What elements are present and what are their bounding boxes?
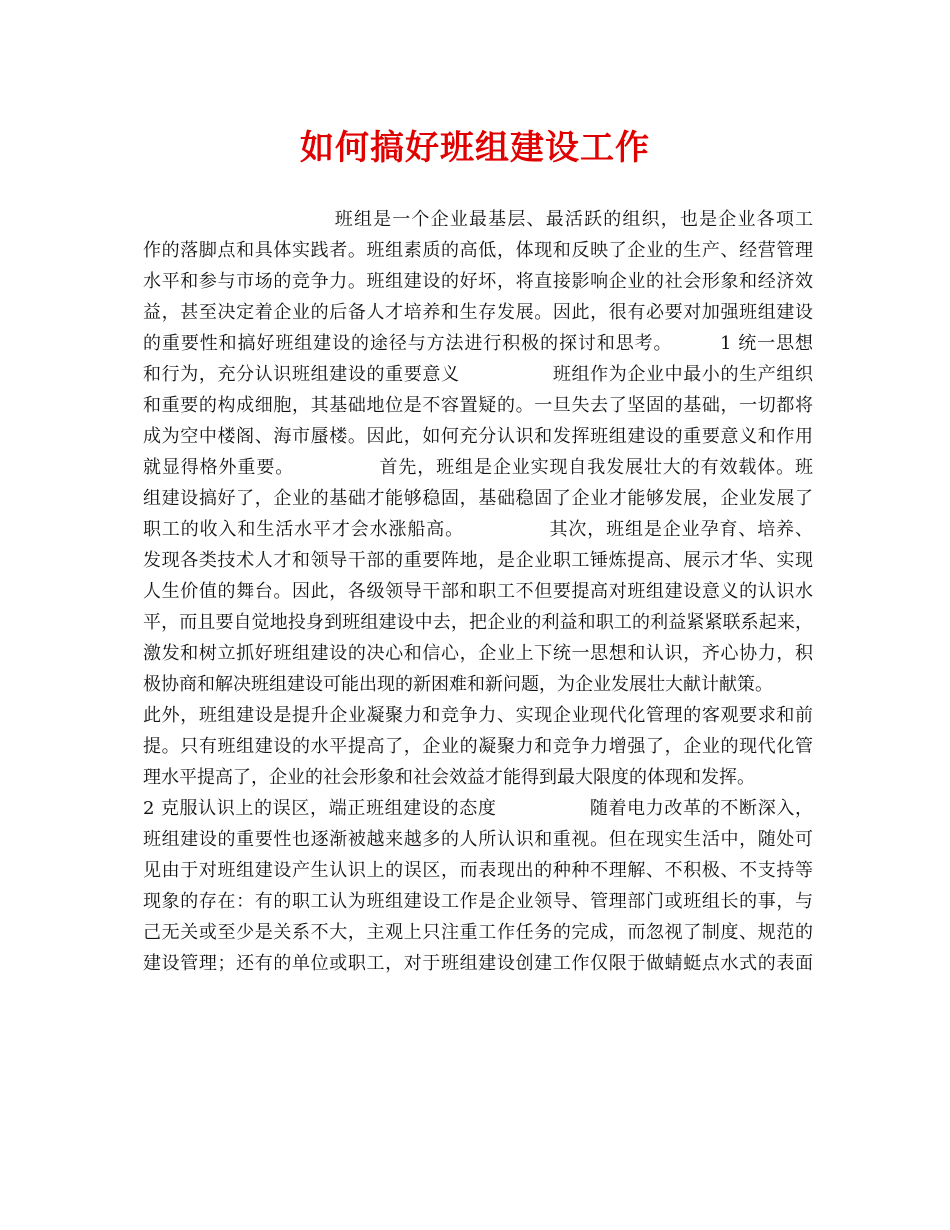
body-line: 班组是一个企业最基层、最活跃的组织，也是企业各项工 bbox=[143, 209, 813, 230]
body-line: 发现各类技术人才和领导干部的重要阵地，是企业职工锤炼提高、展示才华、实现 bbox=[143, 550, 813, 571]
document-title: 如何搞好班组建设工作 bbox=[300, 128, 650, 168]
body-line: 己无关或至少是关系不大，主观上只注重工作任务的完成，而忽视了制度、规范的 bbox=[143, 922, 813, 943]
body-line: 见由于对班组建设产生认识上的误区，而表现出的种种不理解、不积极、不支持等 bbox=[143, 860, 813, 881]
body-line: 建设管理；还有的单位或职工，对于班组建设创建工作仅限于做蜻蜓点水式的表面 bbox=[143, 953, 813, 974]
body-line: 班组建设的重要性也逐渐被越来越多的人所认识和重视。但在现实生活中，随处可 bbox=[143, 829, 813, 850]
body-line: 提。只有班组建设的水平提高了，企业的凝聚力和竞争力增强了，企业的现代化管 bbox=[143, 736, 813, 757]
body-line: 和行为，充分认识班组建设的重要意义 班组作为企业中最小的生产组织 bbox=[143, 364, 813, 385]
document-body bbox=[143, 204, 813, 979]
body-line: 益，甚至决定着企业的后备人才培养和生存发展。因此，很有必要对加强班组建设 bbox=[143, 302, 813, 323]
body-line: 2 克服认识上的误区，端正班组建设的态度 随着电力改革的不断深入， bbox=[143, 798, 813, 819]
body-line: 和重要的构成细胞，其基础地位是不容置疑的。一旦失去了坚固的基础，一切都将 bbox=[143, 395, 813, 416]
body-line: 理水平提高了，企业的社会形象和社会效益才能得到最大限度的体现和发挥。 bbox=[143, 767, 755, 788]
body-line: 平，而且要自觉地投身到班组建设中去，把企业的利益和职工的利益紧紧联系起来， bbox=[143, 612, 813, 633]
body-line: 职工的收入和生活水平才会水涨船高。 其次，班组是企业孕育、培养、 bbox=[143, 519, 813, 540]
body-line: 极协商和解决班组建设可能出现的新困难和新问题，为企业发展壮大献计献策。 bbox=[143, 674, 773, 695]
body-line: 水平和参与市场的竞争力。班组建设的好坏，将直接影响企业的社会形象和经济效 bbox=[143, 271, 813, 292]
body-line: 组建设搞好了，企业的基础才能够稳固，基础稳固了企业才能够发展，企业发展了 bbox=[143, 488, 813, 509]
body-line: 激发和树立抓好班组建设的决心和信心，企业上下统一思想和认识，齐心协力，积 bbox=[143, 643, 813, 664]
body-line: 作的落脚点和具体实践者。班组素质的高低，体现和反映了企业的生产、经营管理 bbox=[143, 240, 813, 261]
body-line: 就显得格外重要。 首先，班组是企业实现自我发展壮大的有效载体。班 bbox=[143, 457, 813, 478]
body-line: 成为空中楼阁、海市蜃楼。因此，如何充分认识和发挥班组建设的重要意义和作用 bbox=[143, 426, 813, 447]
body-line: 此外，班组建设是提升企业凝聚力和竞争力、实现企业现代化管理的客观要求和前 bbox=[143, 705, 813, 726]
body-line: 的重要性和搞好班组建设的途径与方法进行积极的探讨和思考。 1 统一思想 bbox=[143, 333, 813, 354]
body-line: 人生价值的舞台。因此，各级领导干部和职工不但要提高对班组建设意义的认识水 bbox=[143, 581, 813, 602]
body-line: 现象的存在：有的职工认为班组建设工作是企业领导、管理部门或班组长的事，与 bbox=[143, 891, 813, 912]
